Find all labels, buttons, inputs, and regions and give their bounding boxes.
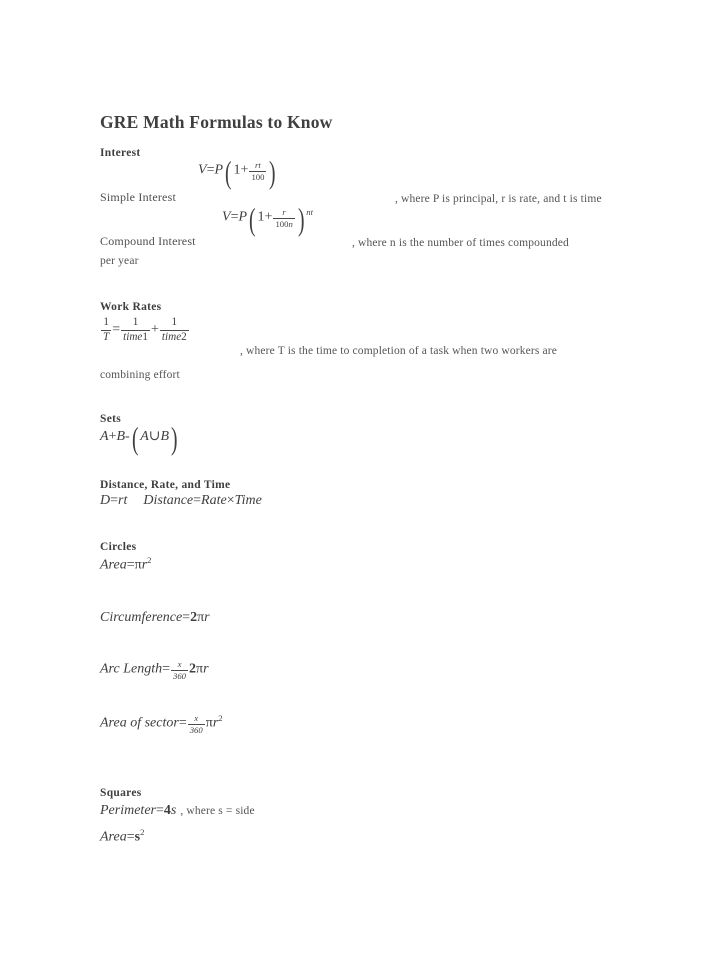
formula-square-area: $Area=s^2$ (100, 827, 145, 846)
fraction-1-over-time1: $\frac{1}{\text{time1}}$ (123, 316, 148, 343)
work-rates-equation: $\frac{1}{T}$ = $\frac{1}{\text{time1}}$ + $\frac{1}{\text{time2}}$ (103, 316, 187, 343)
square-perimeter-equation: Perimeter=4s (100, 803, 177, 819)
simple-interest-label: Simple Interest (100, 190, 176, 204)
compound-exponent: nt (306, 207, 314, 217)
section-heading-distance-rate-time: Distance, Rate, and Time (100, 479, 231, 491)
formula-sector-area: Area of sector= $\frac{x}{360}$ $\pi r^2$ (100, 712, 223, 736)
formula-sets: A+B-( A∪B) (100, 421, 178, 457)
formula-compound-interest (100, 202, 620, 251)
simple-interest-equation: V=P( 1+ $\frac{rt}{100}$ ) (198, 154, 276, 190)
compound-interest-note: , where n is the number of times compounded (352, 237, 569, 249)
section-squares (100, 787, 620, 846)
work-rates-note: , where T is the time to completion of a task when two workers are (240, 345, 558, 357)
work-rates-note-continued: combining effort (100, 369, 180, 381)
pi-icon: π (196, 661, 204, 677)
fraction-x-over-360: $\frac{x}{360}$ (173, 658, 187, 681)
multiply-icon: × (226, 493, 235, 508)
fraction-1-over-time2: $\frac{1}{\text{time2}}$ (161, 316, 187, 343)
compound-interest-label: Compound Interest (100, 234, 196, 248)
pi-icon: π (197, 609, 205, 625)
section-work-rates (100, 301, 620, 381)
formula-arc-length: Arc Length= $\frac{x}{360}$ 2πr (100, 658, 209, 681)
fraction-x-over-360: $\frac{x}{360}$ (189, 713, 203, 736)
pi-icon: π (134, 557, 142, 573)
section-circles (100, 541, 620, 735)
formula-circle-circumference: Circumference=2πr (100, 609, 210, 625)
square-perimeter-note: , where s = side (180, 805, 255, 818)
formula-simple-interest (100, 154, 620, 207)
section-heading-circles: Circles (100, 541, 137, 553)
compound-interest-equation: V=P( 1+ $\frac{r}{100n}$ ) $^{nt}$ (222, 202, 314, 238)
simple-interest-note: , where P is principal, r is rate, and t is time (395, 193, 602, 205)
section-heading-squares: Squares (100, 787, 142, 800)
formula-work-rates (100, 315, 620, 361)
section-heading-interest: Interest (100, 147, 141, 159)
compound-interest-note-continued: per year (100, 255, 139, 267)
union-icon: ∪ (148, 429, 161, 444)
fraction-1-over-T: $\frac{1}{T}$ (103, 316, 110, 343)
section-distance-rate-time (100, 479, 620, 509)
fraction-rt-over-100: $\frac{rt}{100}$ (251, 160, 265, 183)
formula-square-perimeter (100, 801, 620, 819)
formula-circle-area: $Area=\pi r^2$ (100, 555, 152, 573)
section-interest (100, 147, 620, 267)
section-heading-sets: Sets (100, 413, 122, 425)
page-title: GRE Math Formulas to Know (100, 112, 333, 132)
formula-distance-rate-time: D=rt Distance=Rate×Time (100, 493, 262, 508)
fraction-r-over-100n: $\frac{r}{100n}$ (275, 207, 293, 230)
pi-icon: π (205, 715, 213, 731)
section-heading-work-rates: Work Rates (100, 301, 162, 313)
section-sets (100, 413, 620, 457)
